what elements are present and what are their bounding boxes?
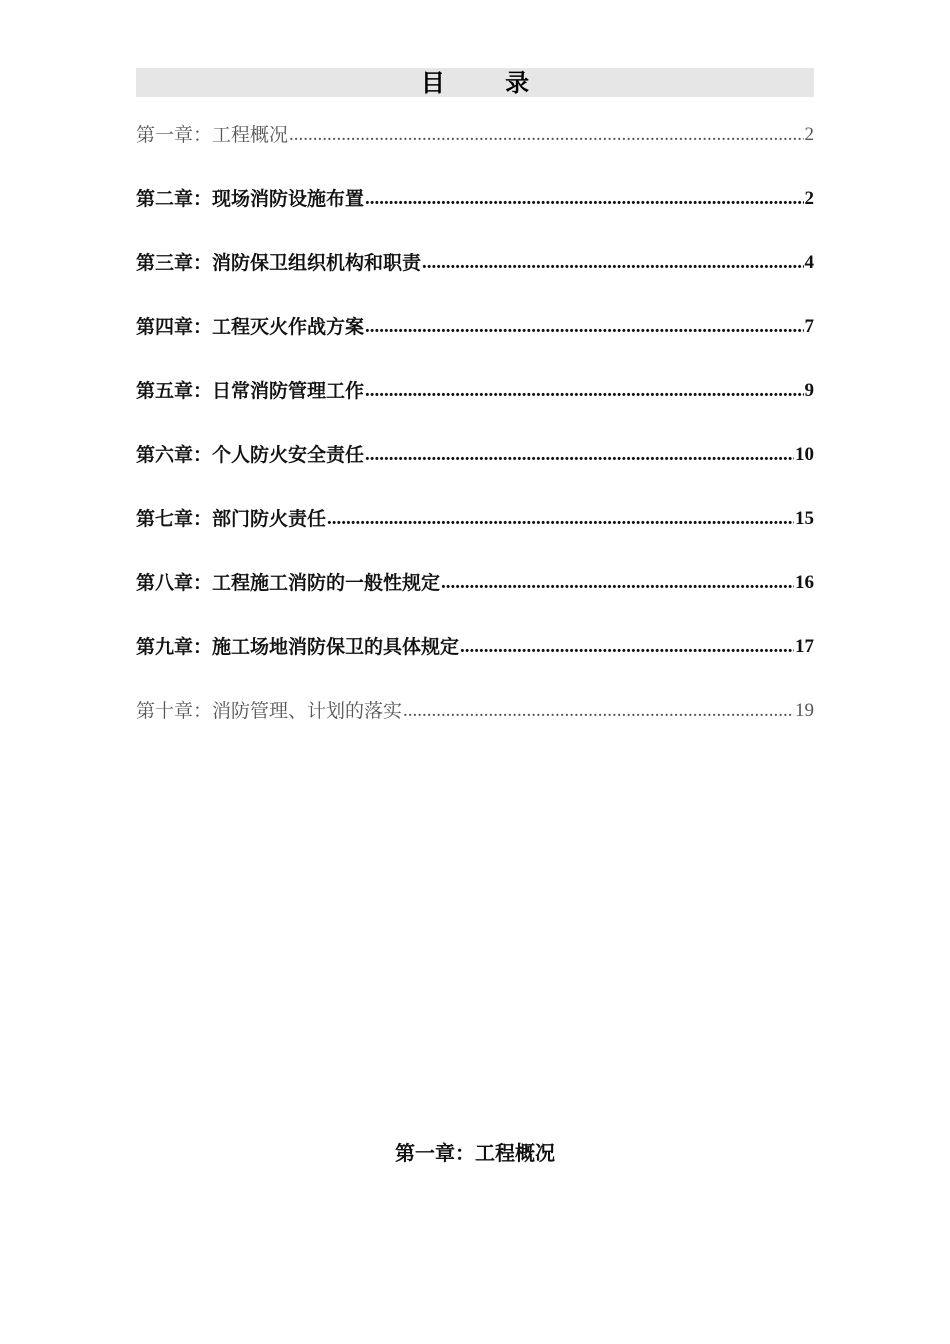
toc-entry-label: 第四章：工程灭火作战方案 (136, 316, 365, 338)
toc-entry-7[interactable] (136, 500, 814, 564)
toc-dot-leader (460, 628, 794, 666)
toc-dot-leader (365, 436, 794, 474)
toc-entry-label: 第八章：工程施工消防的一般性规定 (136, 572, 441, 594)
toc-entry-label: 第一章：工程概况 (136, 124, 289, 146)
toc-page-number: 4 (804, 252, 814, 273)
toc-dot-leader (403, 692, 794, 730)
toc-entry-3[interactable] (136, 244, 814, 308)
toc-entry-1[interactable] (136, 116, 814, 180)
toc-page-number: 17 (795, 636, 814, 657)
chapter-heading: 第一章：工程概况 (395, 1141, 555, 1165)
toc-dot-leader (365, 180, 803, 218)
toc-dot-leader (365, 372, 803, 410)
toc-entry-4[interactable] (136, 308, 814, 372)
toc-page-number: 7 (804, 316, 814, 337)
toc-page-number: 9 (804, 380, 814, 401)
toc-entry-9[interactable] (136, 628, 814, 692)
toc-entry-2[interactable] (136, 180, 814, 244)
toc-entry-label: 第五章：日常消防管理工作 (136, 380, 365, 402)
toc-dot-leader (441, 564, 794, 602)
toc-page-number: 2 (804, 124, 814, 145)
toc-page-number: 2 (804, 188, 814, 209)
toc-entry-label: 第七章：部门防火责任 (136, 508, 327, 530)
toc-dot-leader (327, 500, 794, 538)
toc-dot-leader (422, 244, 803, 282)
toc-list (136, 116, 814, 756)
toc-entry-label: 第十章：消防管理、计划的落实 (136, 700, 403, 722)
toc-entry-label: 第二章：现场消防设施布置 (136, 188, 365, 210)
toc-entry-label: 第九章：施工场地消防保卫的具体规定 (136, 636, 460, 658)
toc-entry-5[interactable] (136, 372, 814, 436)
toc-page-number: 15 (795, 508, 814, 529)
toc-dot-leader (289, 116, 803, 154)
toc-page-number: 16 (795, 572, 814, 593)
toc-title: 目 录 (136, 68, 814, 97)
toc-page-number: 19 (795, 700, 814, 721)
toc-page-number: 10 (795, 444, 814, 465)
toc-entry-label: 第三章：消防保卫组织机构和职责 (136, 252, 422, 274)
toc-entry-8[interactable] (136, 564, 814, 628)
toc-entry-6[interactable] (136, 436, 814, 500)
toc-dot-leader (365, 308, 803, 346)
toc-entry-label: 第六章：个人防火安全责任 (136, 444, 365, 466)
toc-entry-10[interactable] (136, 692, 814, 756)
